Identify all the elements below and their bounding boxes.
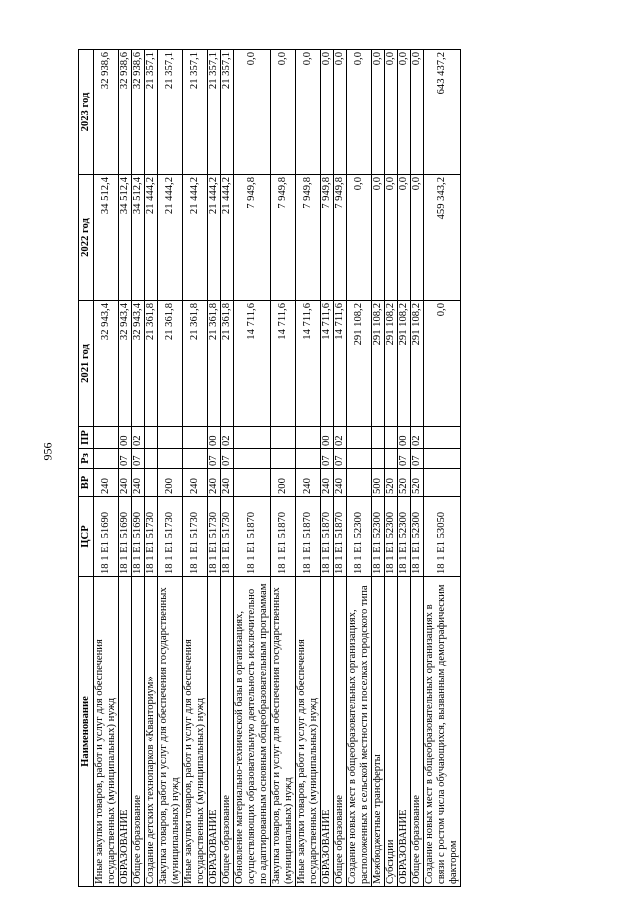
cell-csr: 18 1 E1 52300 — [385, 497, 398, 577]
table-row — [411, 50, 424, 887]
cell-2023: 32 938,6 — [119, 50, 132, 175]
cell-2022: 21 444,2 — [221, 175, 234, 301]
cell-csr: 18 1 E1 51870 — [321, 497, 334, 577]
cell-name: Закупка товаров, работ и услуг для обеспечения государственных (муниципальных) нужд — [271, 577, 296, 887]
cell-pr: 02 — [411, 427, 424, 449]
table-row — [347, 50, 372, 887]
cell-pr: 02 — [334, 427, 347, 449]
cell-2022: 34 512,4 — [94, 175, 119, 301]
cell-rz: 07 — [221, 449, 234, 469]
cell-name: Обновление материально-технической базы в организациях, осуществляющих образовательную деятельность исключительно по адаптированным основным общеобразовательным программам — [234, 577, 271, 887]
page-number: 956 — [40, 442, 55, 461]
cell-pr — [296, 427, 321, 449]
cell-2023: 21 357,1 — [221, 50, 234, 175]
cell-2023: 0,0 — [372, 50, 385, 175]
cell-vr: 240 — [321, 469, 334, 497]
cell-rz: 07 — [321, 449, 334, 469]
cell-2022: 21 444,2 — [183, 175, 208, 301]
cell-rz — [158, 449, 183, 469]
cell-vr: 240 — [296, 469, 321, 497]
cell-rz — [234, 449, 271, 469]
cell-pr: 02 — [132, 427, 145, 449]
table-row — [119, 50, 132, 887]
cell-name: Межбюджетные трансферты — [372, 577, 385, 887]
table-row — [424, 50, 461, 887]
cell-name: Иные закупки товаров, работ и услуг для обеспечения государственных (муниципальных) нужд — [94, 577, 119, 887]
cell-name: Иные закупки товаров, работ и услуг для обеспечения государственных (муниципальных) нужд — [296, 577, 321, 887]
cell-2021: 291 108,2 — [372, 301, 385, 427]
table-row — [271, 50, 296, 887]
cell-pr — [183, 427, 208, 449]
cell-2022: 7 949,8 — [271, 175, 296, 301]
cell-pr — [271, 427, 296, 449]
cell-vr: 200 — [158, 469, 183, 497]
cell-2022: 0,0 — [411, 175, 424, 301]
table-body — [94, 50, 461, 887]
cell-vr — [234, 469, 271, 497]
cell-name: Закупка товаров, работ и услуг для обеспечения государственных (муниципальных) нужд — [158, 577, 183, 887]
cell-rz — [296, 449, 321, 469]
cell-2021: 14 711,6 — [334, 301, 347, 427]
cell-2022: 7 949,8 — [296, 175, 321, 301]
cell-vr: 500 — [372, 469, 385, 497]
cell-rz — [385, 449, 398, 469]
cell-vr: 240 — [119, 469, 132, 497]
cell-name: Субсидии — [385, 577, 398, 887]
cell-rz — [271, 449, 296, 469]
cell-rz: 07 — [208, 449, 221, 469]
cell-rz — [94, 449, 119, 469]
cell-2022: 34 512,4 — [132, 175, 145, 301]
cell-2023: 32 938,6 — [132, 50, 145, 175]
table-row — [94, 50, 119, 887]
table-row — [234, 50, 271, 887]
cell-pr — [424, 427, 461, 449]
cell-name: Общее образование — [221, 577, 234, 887]
table-header-row — [79, 50, 94, 887]
cell-2023: 0,0 — [398, 50, 411, 175]
cell-2021: 21 361,8 — [158, 301, 183, 427]
cell-2022: 0,0 — [347, 175, 372, 301]
cell-2022: 7 949,8 — [334, 175, 347, 301]
cell-pr — [158, 427, 183, 449]
cell-csr: 18 1 E1 51690 — [132, 497, 145, 577]
cell-vr: 520 — [385, 469, 398, 497]
cell-csr: 18 1 E1 52300 — [347, 497, 372, 577]
cell-pr: 00 — [321, 427, 334, 449]
cell-2023: 0,0 — [347, 50, 372, 175]
table-row — [145, 50, 158, 887]
cell-csr: 18 1 E1 51690 — [119, 497, 132, 577]
header-vr: ВР — [79, 469, 94, 497]
cell-csr: 18 1 E1 51730 — [208, 497, 221, 577]
cell-2021: 32 943,4 — [119, 301, 132, 427]
cell-rz — [145, 449, 158, 469]
cell-pr — [385, 427, 398, 449]
header-csr: ЦСР — [79, 497, 94, 577]
cell-name: Создание новых мест в общеобразовательных организациях в связи с ростом числа обучающихся, вызванным демографическим фактором — [424, 577, 461, 887]
cell-rz — [372, 449, 385, 469]
cell-2021: 21 361,8 — [208, 301, 221, 427]
cell-2023: 0,0 — [234, 50, 271, 175]
cell-rz — [424, 449, 461, 469]
cell-csr: 18 1 E1 51870 — [271, 497, 296, 577]
cell-csr: 18 1 E1 51730 — [145, 497, 158, 577]
cell-rz — [183, 449, 208, 469]
cell-2023: 0,0 — [334, 50, 347, 175]
cell-2021: 14 711,6 — [234, 301, 271, 427]
cell-2021: 14 711,6 — [321, 301, 334, 427]
cell-csr: 18 1 E1 51730 — [158, 497, 183, 577]
cell-pr: 00 — [398, 427, 411, 449]
cell-2021: 14 711,6 — [271, 301, 296, 427]
cell-pr: 00 — [208, 427, 221, 449]
cell-name: ОБРАЗОВАНИЕ — [208, 577, 221, 887]
cell-2023: 0,0 — [385, 50, 398, 175]
cell-pr — [94, 427, 119, 449]
cell-name: Создание детских технопарков «Кванториум» — [145, 577, 158, 887]
cell-2023: 21 357,1 — [158, 50, 183, 175]
cell-2022: 7 949,8 — [234, 175, 271, 301]
cell-name: Общее образование — [334, 577, 347, 887]
cell-2023: 21 357,1 — [208, 50, 221, 175]
cell-csr: 18 1 E1 51730 — [221, 497, 234, 577]
cell-vr: 240 — [208, 469, 221, 497]
cell-vr — [424, 469, 461, 497]
cell-rz: 07 — [411, 449, 424, 469]
cell-2023: 643 437,2 — [424, 50, 461, 175]
cell-vr: 520 — [411, 469, 424, 497]
header-2021: 2021 год — [79, 301, 94, 427]
cell-2023: 32 938,6 — [94, 50, 119, 175]
cell-2022: 459 343,2 — [424, 175, 461, 301]
header-2023: 2023 год — [79, 50, 94, 175]
cell-2022: 0,0 — [385, 175, 398, 301]
cell-pr: 00 — [119, 427, 132, 449]
cell-rz: 07 — [119, 449, 132, 469]
cell-csr: 18 1 E1 51690 — [94, 497, 119, 577]
cell-name: ОБРАЗОВАНИЕ — [119, 577, 132, 887]
cell-vr: 200 — [271, 469, 296, 497]
cell-pr — [145, 427, 158, 449]
cell-name: ОБРАЗОВАНИЕ — [398, 577, 411, 887]
cell-2023: 0,0 — [321, 50, 334, 175]
cell-2022: 7 949,8 — [321, 175, 334, 301]
cell-csr: 18 1 E1 52300 — [398, 497, 411, 577]
table-row — [321, 50, 334, 887]
cell-vr — [347, 469, 372, 497]
cell-csr: 18 1 E1 51870 — [234, 497, 271, 577]
cell-2023: 21 357,1 — [183, 50, 208, 175]
cell-2022: 0,0 — [372, 175, 385, 301]
cell-2021: 21 361,8 — [183, 301, 208, 427]
table-row — [385, 50, 398, 887]
cell-vr — [145, 469, 158, 497]
cell-name: Общее образование — [132, 577, 145, 887]
cell-2023: 0,0 — [411, 50, 424, 175]
table-row — [372, 50, 385, 887]
header-2022: 2022 год — [79, 175, 94, 301]
cell-2022: 21 444,2 — [208, 175, 221, 301]
cell-2021: 21 361,8 — [145, 301, 158, 427]
cell-csr: 18 1 E1 51870 — [296, 497, 321, 577]
header-pr: ПР — [79, 427, 94, 449]
cell-2022: 0,0 — [398, 175, 411, 301]
table-row — [296, 50, 321, 887]
cell-name: Создание новых мест в общеобразовательных организациях, расположенных в сельской местности и поселках городского типа — [347, 577, 372, 887]
cell-2021: 0,0 — [424, 301, 461, 427]
cell-name: Общее образование — [411, 577, 424, 887]
cell-csr: 18 1 E1 51730 — [183, 497, 208, 577]
cell-vr: 240 — [183, 469, 208, 497]
cell-rz: 07 — [334, 449, 347, 469]
cell-name: Иные закупки товаров, работ и услуг для обеспечения государственных (муниципальных) нужд — [183, 577, 208, 887]
budget-table — [78, 49, 461, 887]
cell-pr — [347, 427, 372, 449]
budget-table-rotated-container — [78, 50, 628, 887]
header-rz: Рз — [79, 449, 94, 469]
cell-2021: 291 108,2 — [398, 301, 411, 427]
cell-2023: 21 357,1 — [145, 50, 158, 175]
cell-csr: 18 1 E1 52300 — [372, 497, 385, 577]
cell-vr: 240 — [334, 469, 347, 497]
table-row — [158, 50, 183, 887]
cell-2021: 21 361,8 — [221, 301, 234, 427]
table-row — [398, 50, 411, 887]
cell-2021: 14 711,6 — [296, 301, 321, 427]
cell-pr: 02 — [221, 427, 234, 449]
cell-vr: 520 — [398, 469, 411, 497]
cell-2021: 291 108,2 — [411, 301, 424, 427]
cell-vr: 240 — [132, 469, 145, 497]
cell-2022: 21 444,2 — [158, 175, 183, 301]
cell-2023: 0,0 — [296, 50, 321, 175]
cell-csr: 18 1 E1 51870 — [334, 497, 347, 577]
cell-2021: 32 943,4 — [132, 301, 145, 427]
cell-2021: 291 108,2 — [385, 301, 398, 427]
cell-rz — [347, 449, 372, 469]
cell-rz: 07 — [398, 449, 411, 469]
cell-2023: 0,0 — [271, 50, 296, 175]
cell-2021: 32 943,4 — [94, 301, 119, 427]
cell-name: ОБРАЗОВАНИЕ — [321, 577, 334, 887]
cell-csr: 18 1 E1 52300 — [411, 497, 424, 577]
table-row — [208, 50, 221, 887]
cell-csr: 18 1 E1 53050 — [424, 497, 461, 577]
cell-2021: 291 108,2 — [347, 301, 372, 427]
cell-2022: 34 512,4 — [119, 175, 132, 301]
cell-pr — [372, 427, 385, 449]
table-row — [183, 50, 208, 887]
cell-2022: 21 444,2 — [145, 175, 158, 301]
cell-pr — [234, 427, 271, 449]
table-row — [132, 50, 145, 887]
cell-rz: 07 — [132, 449, 145, 469]
table-row — [221, 50, 234, 887]
cell-vr: 240 — [94, 469, 119, 497]
header-name: Наименование — [79, 577, 94, 887]
table-row — [334, 50, 347, 887]
cell-vr: 240 — [221, 469, 234, 497]
